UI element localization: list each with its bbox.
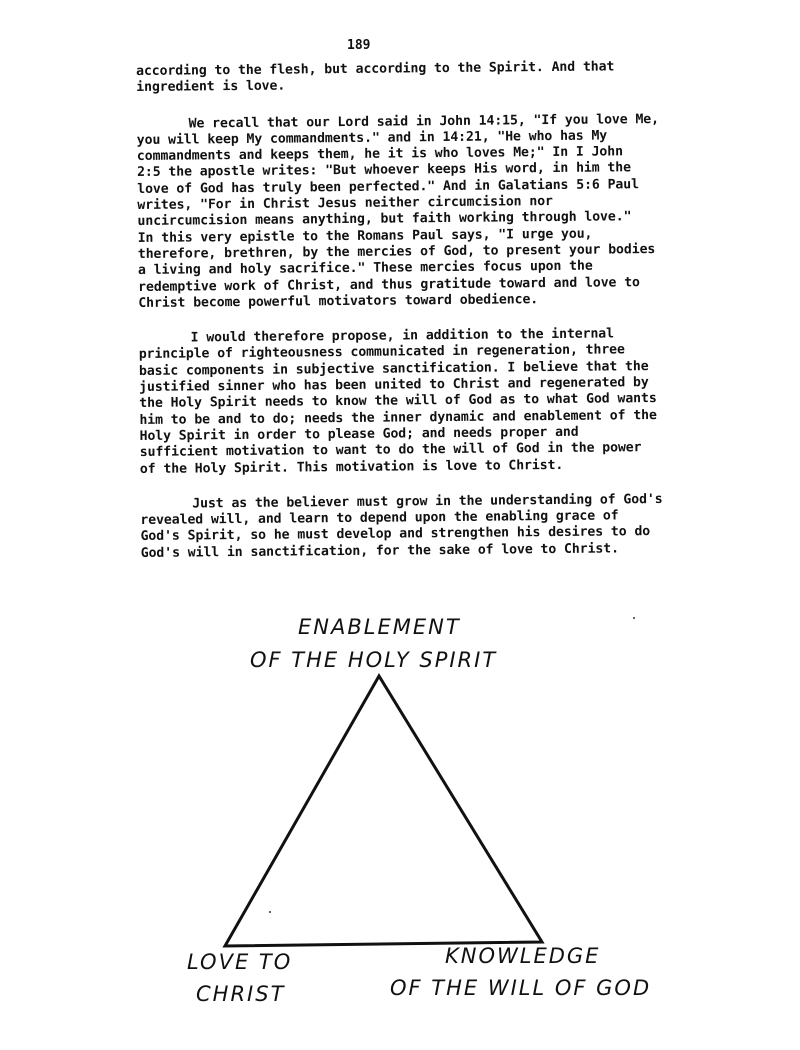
body-text bbox=[136, 59, 701, 581]
vertex-label-holy-spirit: OF THE HOLY SPIRIT bbox=[250, 648, 498, 672]
vertex-label-christ: CHRIST bbox=[196, 982, 286, 1006]
sanctification-triangle-diagram bbox=[0, 590, 800, 1030]
vertex-label-enablement: ENABLEMENT bbox=[298, 615, 461, 639]
paragraph-continuation: according to the flesh, but according to the Spirit. And that ingredient is love. bbox=[136, 59, 615, 96]
paragraph-conclusion: Just as the believer must grow in the understanding of God's revealed will, and learn to depend upon the enabling grace of God's Spirit, so he must develop and strengthen his desires to do God's will in sanctification, for the sake of love to Christ. bbox=[140, 491, 663, 561]
vertex-label-knowledge: KNOWLEDGE bbox=[445, 944, 601, 968]
vertex-label-love-to: LOVE TO bbox=[187, 950, 293, 974]
vertex-label-will-of-god: OF THE WILL OF GOD bbox=[390, 976, 652, 1000]
page-number: 189 bbox=[347, 38, 371, 53]
speck-mark bbox=[269, 911, 271, 913]
paragraph-scripture-quotes: We recall that our Lord said in John 14:15, "If you love Me, you will keep My commandments." and in 14:21, "He who has My commandments and keeps them, he it is who loves Me;" In I John 2:5 the apostle writes: "But whoever keeps His word, in him the love of God has truly been perfected." And in Galatians 5:6 Paul writes, "For in Christ Jesus neither circumcision nor uncircumcision means anything, but faith working through love." In this very epistle to the Romans Paul says, "I urge you, therefore, brethren, by the mercies of God, to present your bodies a living and holy sacrifice." These mercies focus upon the redemptive work of Christ, and thus gratitude toward and love to Christ become powerful motivators toward obedience. bbox=[136, 111, 659, 311]
paragraph-three-components: I would therefore propose, in addition to the internal principle of righteousness communicated in regeneration, three basic components in subjective sanctification. I believe that the justified sinner who has been united to Christ and regenerated by the Holy Spirit needs to know the will of God as to what God wants him to be and to do; needs the inner dynamic and enablement of the Holy Spirit in order to please God; and needs proper and sufficient motivation to want to do the will of God in the power of the Holy Spirit. This motivation is love to Christ. bbox=[138, 326, 657, 477]
triangle-outline bbox=[225, 676, 542, 946]
speck-mark bbox=[633, 617, 635, 619]
